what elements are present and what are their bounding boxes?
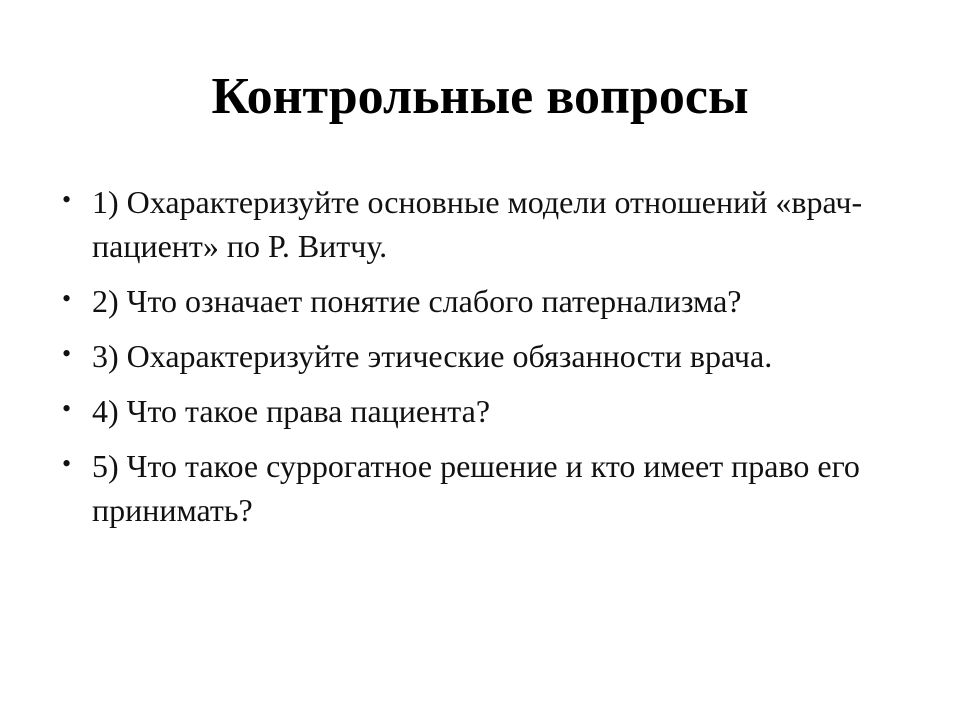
question-list xyxy=(62,180,892,543)
list-item xyxy=(62,279,892,323)
bullet-icon: • xyxy=(62,339,72,368)
bullet-icon: • xyxy=(62,284,72,313)
bullet-icon: • xyxy=(62,394,72,423)
list-item xyxy=(62,180,892,268)
question-text: 5) Что такое суррогатное решение и кто имеет право его принимать? xyxy=(92,448,860,528)
slide-title: Контрольные вопросы xyxy=(211,68,749,125)
bullet-icon: • xyxy=(62,185,72,214)
list-item xyxy=(62,444,892,532)
question-text: 2) Что означает понятие слабого патернализма? xyxy=(92,283,742,319)
question-text: 4) Что такое права пациента? xyxy=(92,393,491,429)
question-text: 3) Охарактеризуйте этические обязанности врача. xyxy=(92,338,773,374)
bullet-icon: • xyxy=(62,449,72,478)
question-text: 1) Охарактеризуйте основные модели отношений «врач-пациент» по Р. Витчу. xyxy=(92,184,863,264)
list-item xyxy=(62,389,892,433)
list-item xyxy=(62,334,892,378)
